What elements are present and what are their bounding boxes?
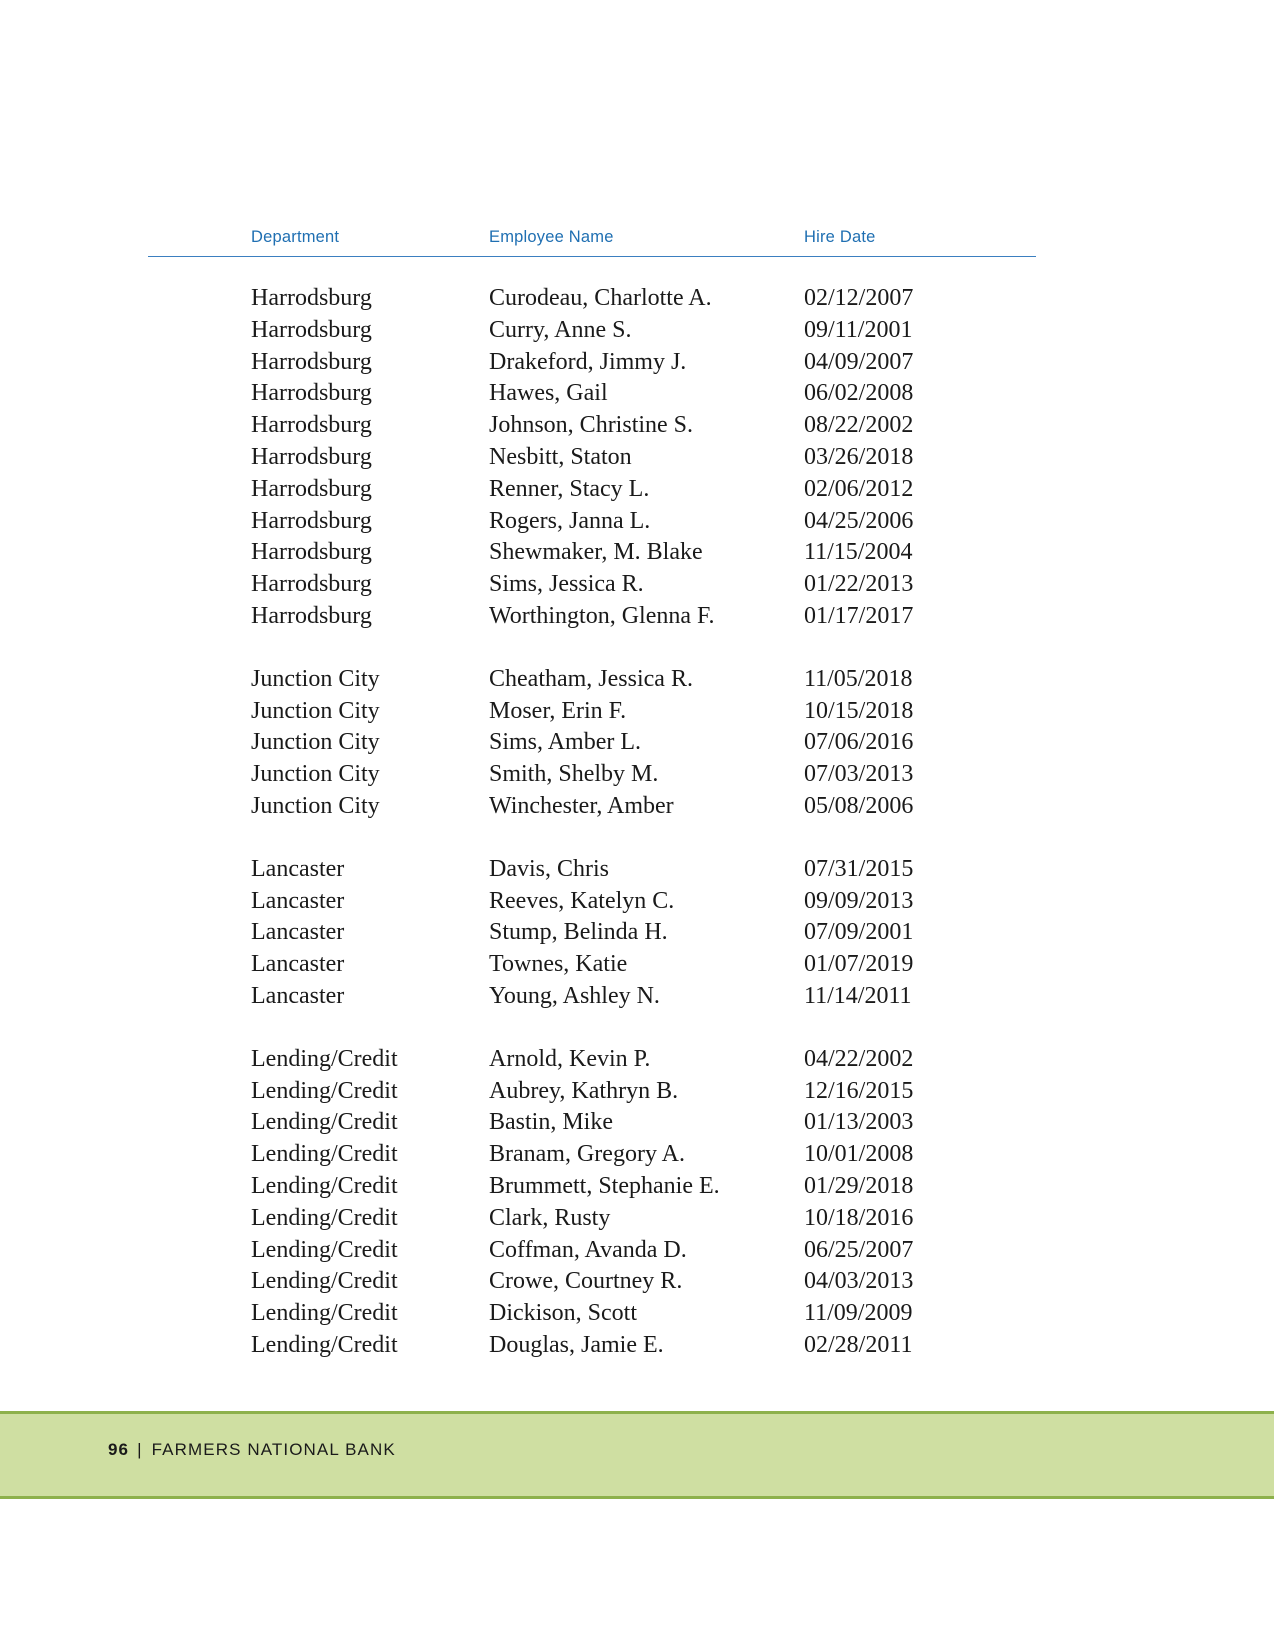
cell-hire-date: 11/14/2011 <box>804 982 912 1009</box>
cell-employee-name: Coffman, Avanda D. <box>489 1236 687 1263</box>
cell-employee-name: Branam, Gregory A. <box>489 1141 685 1168</box>
cell-employee-name: Crowe, Courtney R. <box>489 1268 683 1295</box>
cell-hire-date: 04/25/2006 <box>804 507 914 534</box>
group-spacer <box>148 823 1036 854</box>
cell-department: Lancaster <box>251 919 345 946</box>
cell-department: Harrodsburg <box>251 412 372 439</box>
table-row <box>148 283 1036 315</box>
employee-directory-table <box>148 228 1036 1362</box>
cell-hire-date: 04/09/2007 <box>804 348 914 375</box>
cell-department: Harrodsburg <box>251 380 372 407</box>
table-row <box>148 569 1036 601</box>
cell-hire-date: 10/01/2008 <box>804 1141 914 1168</box>
group-spacer <box>148 633 1036 664</box>
footer-page-number: 96 <box>108 1440 130 1459</box>
footer <box>108 1440 396 1460</box>
cell-employee-name: Worthington, Glenna F. <box>489 602 715 629</box>
cell-employee-name: Drakeford, Jimmy J. <box>489 348 687 375</box>
cell-hire-date: 01/13/2003 <box>804 1109 914 1136</box>
column-header-department: Department <box>251 228 340 246</box>
cell-employee-name: Cheatham, Jessica R. <box>489 665 693 692</box>
table-row <box>148 1171 1036 1203</box>
cell-hire-date: 01/22/2013 <box>804 571 914 598</box>
table-row <box>148 917 1036 949</box>
table-row <box>148 474 1036 506</box>
cell-employee-name: Douglas, Jamie E. <box>489 1331 664 1358</box>
table-row <box>148 981 1036 1013</box>
cell-hire-date: 07/31/2015 <box>804 855 914 882</box>
table-row <box>148 347 1036 379</box>
cell-department: Harrodsburg <box>251 602 372 629</box>
cell-department: Lending/Credit <box>251 1204 398 1231</box>
table-row <box>148 759 1036 791</box>
table-row <box>148 1266 1036 1298</box>
cell-hire-date: 12/16/2015 <box>804 1077 914 1104</box>
cell-employee-name: Arnold, Kevin P. <box>489 1045 651 1072</box>
cell-employee-name: Nesbitt, Staton <box>489 443 632 470</box>
group-spacer <box>148 1013 1036 1044</box>
table-row <box>148 1298 1036 1330</box>
cell-department: Lending/Credit <box>251 1109 398 1136</box>
cell-employee-name: Stump, Belinda H. <box>489 919 668 946</box>
cell-hire-date: 07/03/2013 <box>804 761 914 788</box>
table-row <box>148 664 1036 696</box>
cell-hire-date: 10/18/2016 <box>804 1204 914 1231</box>
cell-employee-name: Moser, Erin F. <box>489 697 627 724</box>
cell-department: Lending/Credit <box>251 1331 398 1358</box>
cell-hire-date: 11/05/2018 <box>804 665 913 692</box>
cell-hire-date: 03/26/2018 <box>804 443 914 470</box>
cell-employee-name: Aubrey, Kathryn B. <box>489 1077 679 1104</box>
cell-hire-date: 02/06/2012 <box>804 475 914 502</box>
table-row <box>148 1235 1036 1267</box>
table-header-row <box>148 228 1036 256</box>
cell-department: Harrodsburg <box>251 316 372 343</box>
cell-hire-date: 11/09/2009 <box>804 1300 913 1327</box>
cell-department: Harrodsburg <box>251 539 372 566</box>
table-row <box>148 410 1036 442</box>
column-header-hire-date: Hire Date <box>804 228 876 246</box>
table-row <box>148 727 1036 759</box>
table-row <box>148 506 1036 538</box>
table-row <box>148 886 1036 918</box>
cell-employee-name: Reeves, Katelyn C. <box>489 887 675 914</box>
cell-hire-date: 04/22/2002 <box>804 1045 914 1072</box>
table-row <box>148 696 1036 728</box>
cell-department: Harrodsburg <box>251 571 372 598</box>
cell-department: Junction City <box>251 761 380 788</box>
cell-department: Junction City <box>251 665 380 692</box>
cell-employee-name: Clark, Rusty <box>489 1204 611 1231</box>
cell-department: Lancaster <box>251 951 345 978</box>
cell-hire-date: 06/02/2008 <box>804 380 914 407</box>
cell-hire-date: 01/17/2017 <box>804 602 914 629</box>
cell-employee-name: Shewmaker, M. Blake <box>489 539 703 566</box>
cell-employee-name: Renner, Stacy L. <box>489 475 650 502</box>
cell-hire-date: 01/29/2018 <box>804 1172 914 1199</box>
table-row <box>148 537 1036 569</box>
cell-hire-date: 01/07/2019 <box>804 951 914 978</box>
cell-department: Lancaster <box>251 982 345 1009</box>
cell-employee-name: Townes, Katie <box>489 951 628 978</box>
cell-department: Harrodsburg <box>251 348 372 375</box>
cell-employee-name: Johnson, Christine S. <box>489 412 694 439</box>
cell-department: Junction City <box>251 729 380 756</box>
cell-department: Lending/Credit <box>251 1141 398 1168</box>
cell-employee-name: Rogers, Janna L. <box>489 507 651 534</box>
table-row <box>148 854 1036 886</box>
cell-department: Lending/Credit <box>251 1077 398 1104</box>
cell-employee-name: Smith, Shelby M. <box>489 761 659 788</box>
cell-employee-name: Curodeau, Charlotte A. <box>489 285 712 311</box>
table-row <box>148 1076 1036 1108</box>
cell-employee-name: Winchester, Amber <box>489 792 674 819</box>
cell-employee-name: Bastin, Mike <box>489 1109 613 1136</box>
table-row <box>148 378 1036 410</box>
cell-employee-name: Sims, Amber L. <box>489 729 642 756</box>
cell-department: Lending/Credit <box>251 1172 398 1199</box>
cell-employee-name: Young, Ashley N. <box>489 982 660 1009</box>
cell-department: Lending/Credit <box>251 1268 398 1295</box>
cell-department: Harrodsburg <box>251 443 372 470</box>
cell-hire-date: 04/03/2013 <box>804 1268 914 1295</box>
cell-hire-date: 05/08/2006 <box>804 792 914 819</box>
cell-department: Lending/Credit <box>251 1045 398 1072</box>
cell-department: Lending/Credit <box>251 1236 398 1263</box>
cell-employee-name: Davis, Chris <box>489 855 609 882</box>
cell-department: Harrodsburg <box>251 475 372 502</box>
table-row <box>148 1203 1036 1235</box>
table-row <box>148 1330 1036 1362</box>
table-row <box>148 601 1036 633</box>
cell-hire-date: 06/25/2007 <box>804 1236 914 1263</box>
cell-hire-date: 08/22/2002 <box>804 412 914 439</box>
table-row <box>148 1107 1036 1139</box>
cell-department: Lancaster <box>251 887 345 914</box>
cell-employee-name: Hawes, Gail <box>489 380 608 407</box>
cell-hire-date: 02/28/2011 <box>804 1331 913 1358</box>
cell-department: Junction City <box>251 792 380 819</box>
table-row <box>148 315 1036 347</box>
cell-department: Harrodsburg <box>251 285 372 311</box>
cell-department: Lending/Credit <box>251 1300 398 1327</box>
cell-hire-date: 10/15/2018 <box>804 697 914 724</box>
table-row <box>148 949 1036 981</box>
cell-hire-date: 02/12/2007 <box>804 285 914 311</box>
cell-hire-date: 09/11/2001 <box>804 316 913 343</box>
table-row <box>148 791 1036 823</box>
cell-hire-date: 07/06/2016 <box>804 729 914 756</box>
footer-title: FARMERS NATIONAL BANK <box>151 1440 396 1459</box>
cell-department: Lancaster <box>251 855 345 882</box>
cell-department: Harrodsburg <box>251 507 372 534</box>
cell-hire-date: 07/09/2001 <box>804 919 914 946</box>
cell-employee-name: Brummett, Stephanie E. <box>489 1172 720 1199</box>
cell-hire-date: 11/15/2004 <box>804 539 913 566</box>
table-row <box>148 442 1036 474</box>
table-row <box>148 1139 1036 1171</box>
footer-separator: | <box>137 1440 143 1459</box>
cell-hire-date: 09/09/2013 <box>804 887 914 914</box>
table-row <box>148 1044 1036 1076</box>
cell-department: Junction City <box>251 697 380 724</box>
table-body <box>148 257 1036 1362</box>
cell-employee-name: Sims, Jessica R. <box>489 571 644 598</box>
cell-employee-name: Curry, Anne S. <box>489 316 632 343</box>
cell-employee-name: Dickison, Scott <box>489 1300 637 1327</box>
column-header-employee-name: Employee Name <box>489 228 614 246</box>
